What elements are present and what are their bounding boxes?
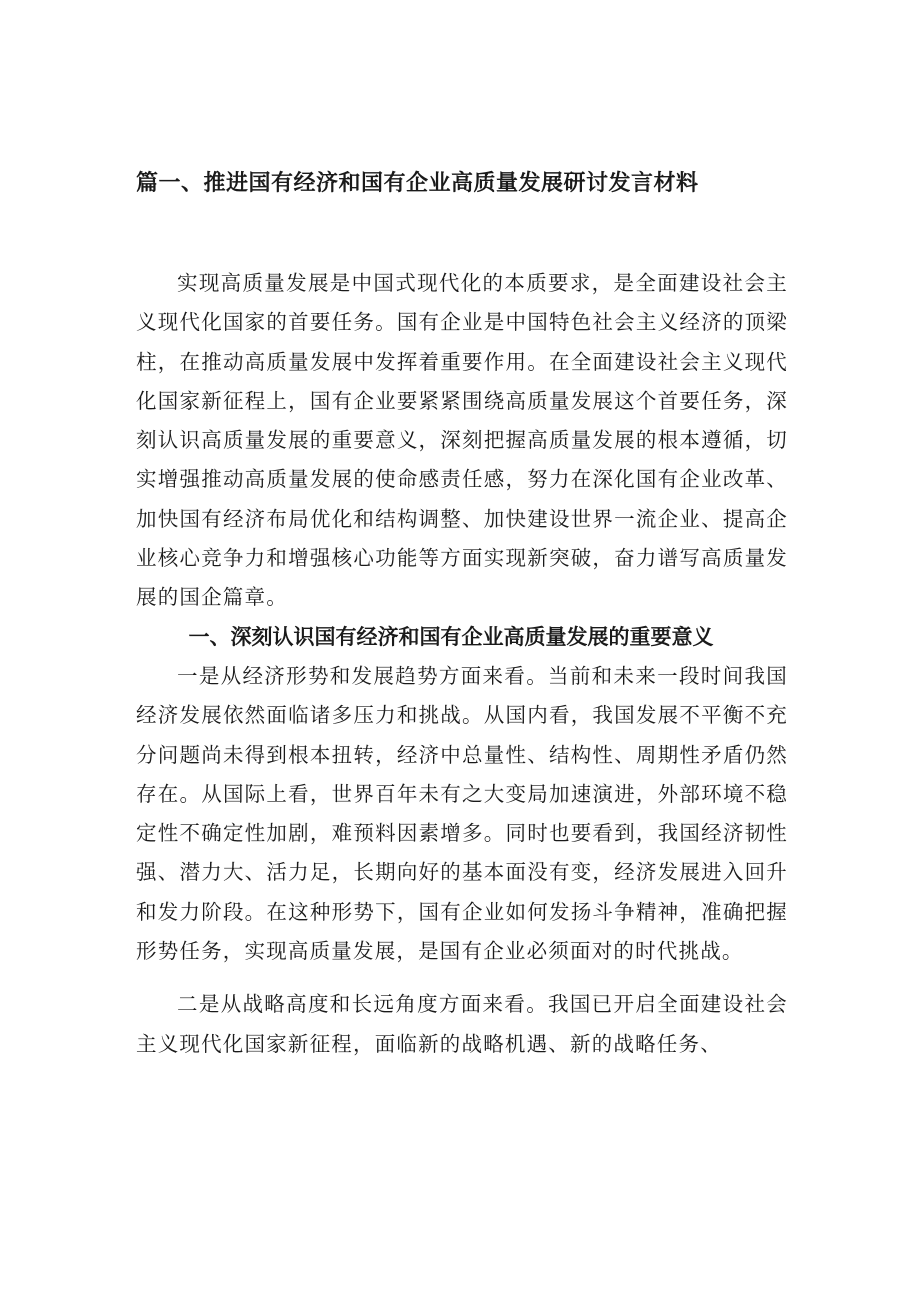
intro-paragraph: 实现高质量发展是中国式现代化的本质要求，是全面建设社会主义现代化国家的首要任务。国有企业是中国特色社会主义经济的顶梁柱，在推动高质量发展中发挥着重要作用。在全面建设社会主义现代化国家新征程上，国有企业要紧紧围绕高质量发展这个首要任务，深刻认识高质量发展的重要意义，深刻把握高质量发展的根本遵循，切实增强推动高质量发展的使命感责任感，努力在深化国有企业改革、加快国有经济布局优化和结构调整、加快建设世界一流企业、提高企业核心竞争力和增强核心功能等方面实现新突破，奋力谱写高质量发展的国企篇章。 [136, 271, 788, 610]
document-title: 篇一、推进国有经济和国有企业高质量发展研讨发言材料 [136, 171, 699, 196]
document-body [136, 264, 788, 1064]
section-heading: 一、深刻认识国有经济和国有企业高质量发展的重要意义 [188, 624, 714, 649]
section-paragraph: 一是从经济形势和发展趋势方面来看。当前和未来一段时间我国经济发展依然面临诸多压力和挑战。从国内看，我国发展不平衡不充分问题尚未得到根本扭转，经济中总量性、结构性、周期性矛盾仍然存在。从国际上看，世界百年未有之大变局加速演进，外部环境不稳定性不确定性加剧，难预料因素增多。同时也要看到，我国经济韧性强、潜力大、活力足，长期向好的基本面没有变，经济发展进入回升和发力阶段。在这种形势下，国有企业如何发扬斗争精神，准确把握形势任务，实现高质量发展，是国有企业必须面对的时代挑战。 [136, 663, 788, 964]
section-paragraph: 二是从战略高度和长远角度方面来看。我国已开启全面建设社会主义现代化国家新征程，面临新的战略机遇、新的战略任务、 [136, 992, 788, 1056]
